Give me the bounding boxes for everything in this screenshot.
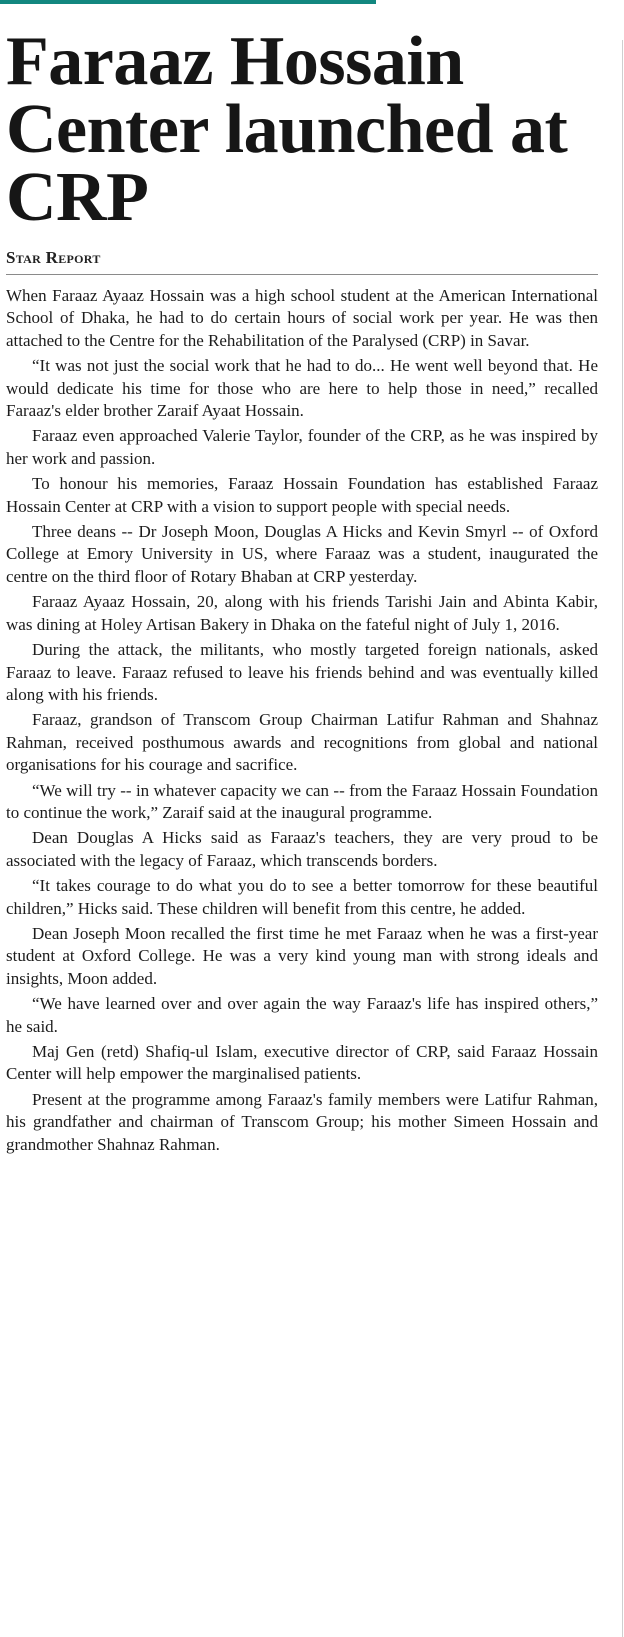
article-paragraph: Faraaz even approached Valerie Taylor, founder of the CRP, as he was inspired by her work and passion. [6,426,598,468]
news-article [6,23,598,1159]
article-paragraph: Faraaz Ayaaz Hossain, 20, along with his friends Tarishi Jain and Abinta Kabir, was dining at Holey Artisan Bakery in Dhaka on the fateful night of July 1, 2016. [6,592,598,634]
article-byline: Star Report [6,248,598,275]
article-paragraph: Present at the programme among Faraaz's family members were Latifur Rahman, his grandfather and chairman of Transcom Group; his mother Simeen Hossain and grandmother Shahnaz Rahman. [6,1089,598,1154]
article-paragraph: During the attack, the militants, who mostly targeted foreign nationals, asked Faraaz to leave. Faraaz refused to leave his friends behind and was eventually killed along with his friends. [6,640,598,704]
article-paragraph: “It was not just the social work that he had to do... He went well beyond that. He would dedicate his time for those who are here to help those in need,” recalled Faraaz's elder brother Zaraif Ayaat Hossain. [6,356,598,421]
column-edge-divider [622,40,623,1637]
article-paragraph: Dean Douglas A Hicks said as Faraaz's teachers, they are very proud to be associated with the legacy of Faraaz, which transcends borders. [6,828,598,870]
article-paragraph: Three deans -- Dr Joseph Moon, Douglas A Hicks and Kevin Smyrl -- of Oxford College at Emory University in US, where Faraaz was a student, inaugurated the centre on the third floor of Rotary Bhaban at CRP yesterday. [6,522,598,586]
article-paragraph: “We have learned over and over again the way Faraaz's life has inspired others,” he said. [6,994,598,1036]
article-paragraph: When Faraaz Ayaaz Hossain was a high school student at the American International School of Dhaka, he had to do certain hours of social work per year. He was then attached to the Centre for the Rehabilitation of the Paralysed (CRP) in Savar. [6,286,598,350]
article-paragraph: Faraaz, grandson of Transcom Group Chairman Latifur Rahman and Shahnaz Rahman, received posthumous awards and recognitions from global and national organisations for his courage and sacrifice. [6,710,598,775]
article-paragraph: Dean Joseph Moon recalled the first time he met Faraaz when he was a first-year student at Oxford College. He was a very kind young man with strong ideals and insights, Moon added. [6,923,598,988]
article-paragraph: To honour his memories, Faraaz Hossain Foundation has established Faraaz Hossain Center at CRP with a vision to support people with special needs. [6,474,598,516]
article-body [6,285,598,1156]
article-paragraph: “We will try -- in whatever capacity we can -- from the Faraaz Hossain Foundation to continue the work,” Zaraif said at the inaugural programme. [6,780,598,822]
article-paragraph: Maj Gen (retd) Shafiq-ul Islam, executive director of CRP, said Faraaz Hossain Center will help empower the marginalised patients. [6,1042,598,1084]
top-accent-rule [0,0,376,4]
article-headline: Faraaz Hossain Center launched at CRP [6,23,568,236]
article-paragraph: “It takes courage to do what you do to see a better tomorrow for these beautiful children,” Hicks said. These children will benefit from this centre, he added. [6,876,598,918]
